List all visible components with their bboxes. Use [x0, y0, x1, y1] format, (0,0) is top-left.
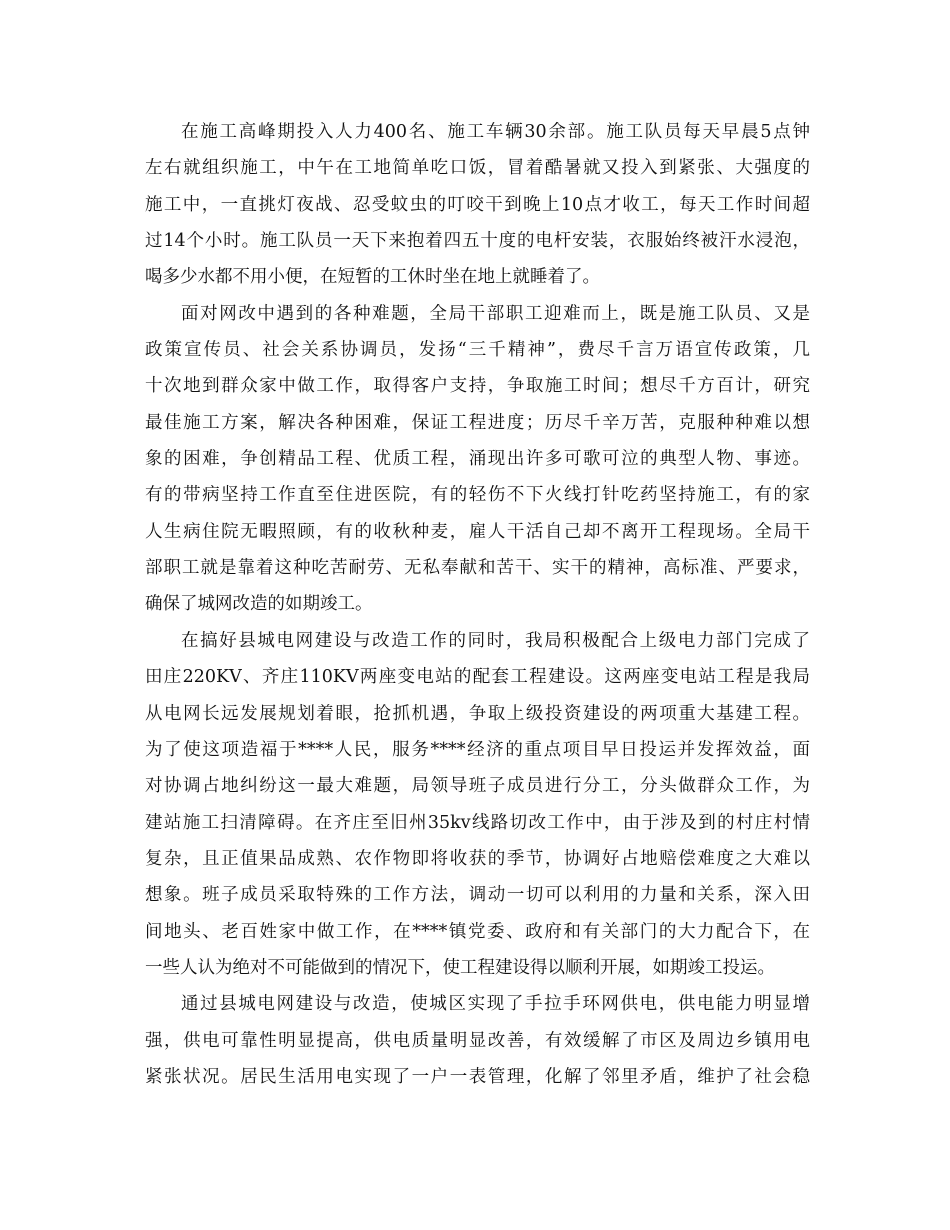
- paragraph-2: [145, 296, 810, 623]
- text-line: 政策宣传员、社会关系协调员，发扬“三千精神”，费尽千言万语宣传政策，几: [145, 340, 810, 361]
- text-line: 从电网长远发展规划着眼，抢抓机遇，争取上级投资建设的两项重大基建工程。: [145, 703, 810, 724]
- text-line: 左右就组织施工，中午在工地简单吃口饭，冒着酷暑就又投入到紧张、大强度的: [145, 158, 810, 179]
- text-line: 紧张状况。居民生活用电实现了一户一表管理，化解了邻里矛盾，维护了社会稳: [145, 1066, 810, 1087]
- text-line: 对协调占地纠纷这一最大难题，局领导班子成员进行分工，分头做群众工作，为: [145, 776, 810, 797]
- text-line: 在施工高峰期投入人力400名、施工车辆30余部。施工队员每天早晨5点钟: [181, 122, 810, 142]
- text-line: 人生病住院无暇照顾，有的收秋种麦，雇人干活自己却不离开工程现场。全局干: [145, 521, 810, 542]
- text-line: 有的带病坚持工作直至住进医院，有的轻伤不下火线打针吃药坚持施工，有的家: [145, 485, 810, 506]
- text-line: 田庄220KV、齐庄110KV两座变电站的配套工程建设。这两座变电站工程是我局: [145, 667, 810, 688]
- document-body: [145, 114, 810, 1095]
- text-line: 一些人认为绝对不可能做到的情况下，使工程建设得以顺利开展，如期竣工投运。: [145, 957, 775, 978]
- text-line: 强，供电可靠性明显提高，供电质量明显改善，有效缓解了市区及周边乡镇用电: [145, 1030, 810, 1051]
- text-line: 喝多少水都不用小便，在短暂的工休时坐在地上就睡着了。: [145, 267, 600, 288]
- text-line: 间地头、老百姓家中做工作，在****镇党委、政府和有关部门的大力配合下，在: [145, 921, 810, 942]
- text-line: 施工中，一直挑灯夜战、忍受蚊虫的叮咬干到晚上10点才收工，每天工作时间超: [145, 194, 810, 215]
- paragraph-1: [145, 114, 810, 296]
- text-line: 象的困难，争创精品工程、优质工程，涌现出许多可歌可泣的典型人物、事迹。: [145, 449, 810, 470]
- paragraph-4: [145, 986, 810, 1095]
- text-line: 部职工就是靠着这种吃苦耐劳、无私奉献和苦干、实干的精神，高标准、严要求，: [145, 558, 810, 579]
- text-line: 想象。班子成员采取特殊的工作方法，调动一切可以利用的力量和关系，深入田: [145, 885, 810, 906]
- text-line: 面对网改中遇到的各种难题，全局干部职工迎难而上，既是施工队员、又是: [181, 303, 810, 324]
- text-line: 在搞好县城电网建设与改造工作的同时，我局积极配合上级电力部门完成了: [181, 630, 810, 651]
- text-line: 复杂，且正值果品成熟、农作物即将收获的季节，协调好占地赔偿难度之大难以: [145, 848, 810, 869]
- paragraph-3: [145, 623, 810, 986]
- text-line: 十次地到群众家中做工作，取得客户支持，争取施工时间；想尽千方百计，研究: [145, 376, 810, 397]
- text-line: 过14个小时。施工队员一天下来抱着四五十度的电杆安装，衣服始终被汗水浸泡，: [145, 231, 810, 252]
- text-line: 建站施工扫清障碍。在齐庄至旧州35kv线路切改工作中，由于涉及到的村庄村情: [145, 812, 810, 833]
- text-line: 最佳施工方案，解决各种困难，保证工程进度；历尽千辛万苦，克服种种难以想: [145, 412, 810, 433]
- text-line: 确保了城网改造的如期竣工。: [145, 594, 373, 615]
- text-line: 为了使这项造福于****人民，服务****经济的重点项目早日投运并发挥效益，面: [145, 739, 810, 760]
- text-line: 通过县城电网建设与改造，使城区实现了手拉手环网供电，供电能力明显增: [181, 994, 810, 1015]
